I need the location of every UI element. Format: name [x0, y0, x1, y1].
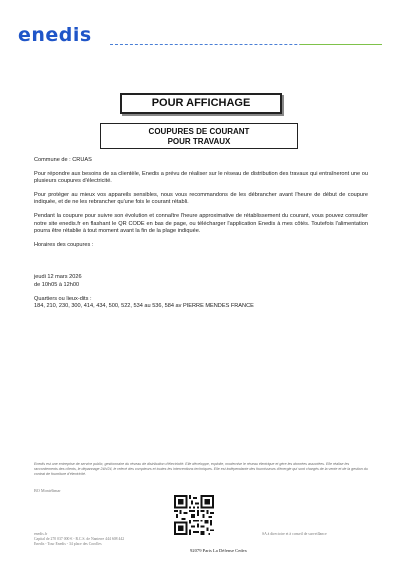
footer-capital: Capital de 270 037 000 € - R.C.S. de Nanterre 444 608 442: [34, 537, 125, 541]
footer-board: SA à directoire et à conseil de surveillance: [262, 532, 327, 536]
footer-address: Enedis - Tour Enedis - 34 place des Corolles: [34, 542, 102, 546]
footer-site-link[interactable]: enedis.fr: [34, 532, 48, 536]
subtitle-line-1: COUPURES DE COURANT: [148, 127, 250, 136]
notice-subtitle: [100, 123, 298, 149]
outage-date: jeudi 12 mars 2026: [34, 274, 82, 281]
paragraph-advice: Pour protéger au mieux vos appareils sensibles, nous vous recommandons de les débrancher avant l'heure de début de coupure indiquée, et de ne les rebrancher qu'une fois le courant rétabli.: [34, 191, 368, 206]
areas-label: Quartiers ou lieux-dits :: [34, 295, 92, 302]
enedis-logo: enedis: [18, 24, 92, 46]
header-divider-accent: [300, 44, 382, 45]
subtitle-line-2: POUR TRAVAUX: [167, 137, 231, 146]
footer-company-info: [34, 532, 124, 547]
footer-city: 92079 Paris La Défense Cedex: [190, 548, 247, 553]
hours-label: Horaires des coupures :: [34, 241, 94, 248]
legal-notice: Enedis est une entreprise de service public, gestionnaire du réseau de distribution d'électricité. Elle développe, exploite, modernise le réseau électrique et gère les données associées. Elle réalise les raccordements des clients, le dépannage 24h/24, le relevé des compteurs et toutes les interventions techniques. Elle est indépendante des fournisseurs d'énergie qui sont chargés de la vente et de la gestion du contrat de fourniture d'électricité.: [34, 462, 368, 476]
bo-label: BO Montélimar: [34, 488, 61, 493]
qr-code-icon[interactable]: [174, 495, 214, 535]
notice-title: POUR AFFICHAGE: [120, 93, 282, 114]
outage-time: de 10h05 à 12h00: [34, 281, 80, 288]
paragraph-tracking: Pendant la coupure pour suivre son évolution et connaître l'heure approximative de rétablissement du courant, vous pouvez consulter notre site enedis.fr en flashant le QR CODE en bas de page, ou télécharger l'application Enedis à mes côtés. Toutefois l'alimentation pourra être rétablie à tout moment avant la fin de la plage indiquée.: [34, 212, 368, 235]
spacer: [34, 255, 368, 274]
paragraph-intro: Pour répondre aux besoins de sa clientèle, Enedis a prévu de réaliser sur le réseau de distribution des travaux qui entraîneront une ou plusieurs coupures d'électricité.: [34, 170, 368, 185]
commune-label: Commune de : CRUAS: [34, 157, 92, 163]
areas-list: 184, 210, 230, 300, 414, 434, 500, 522, 534 au 536, 584 av PIERRE MENDES FRANCE: [34, 303, 254, 310]
notice-body: [34, 157, 368, 311]
